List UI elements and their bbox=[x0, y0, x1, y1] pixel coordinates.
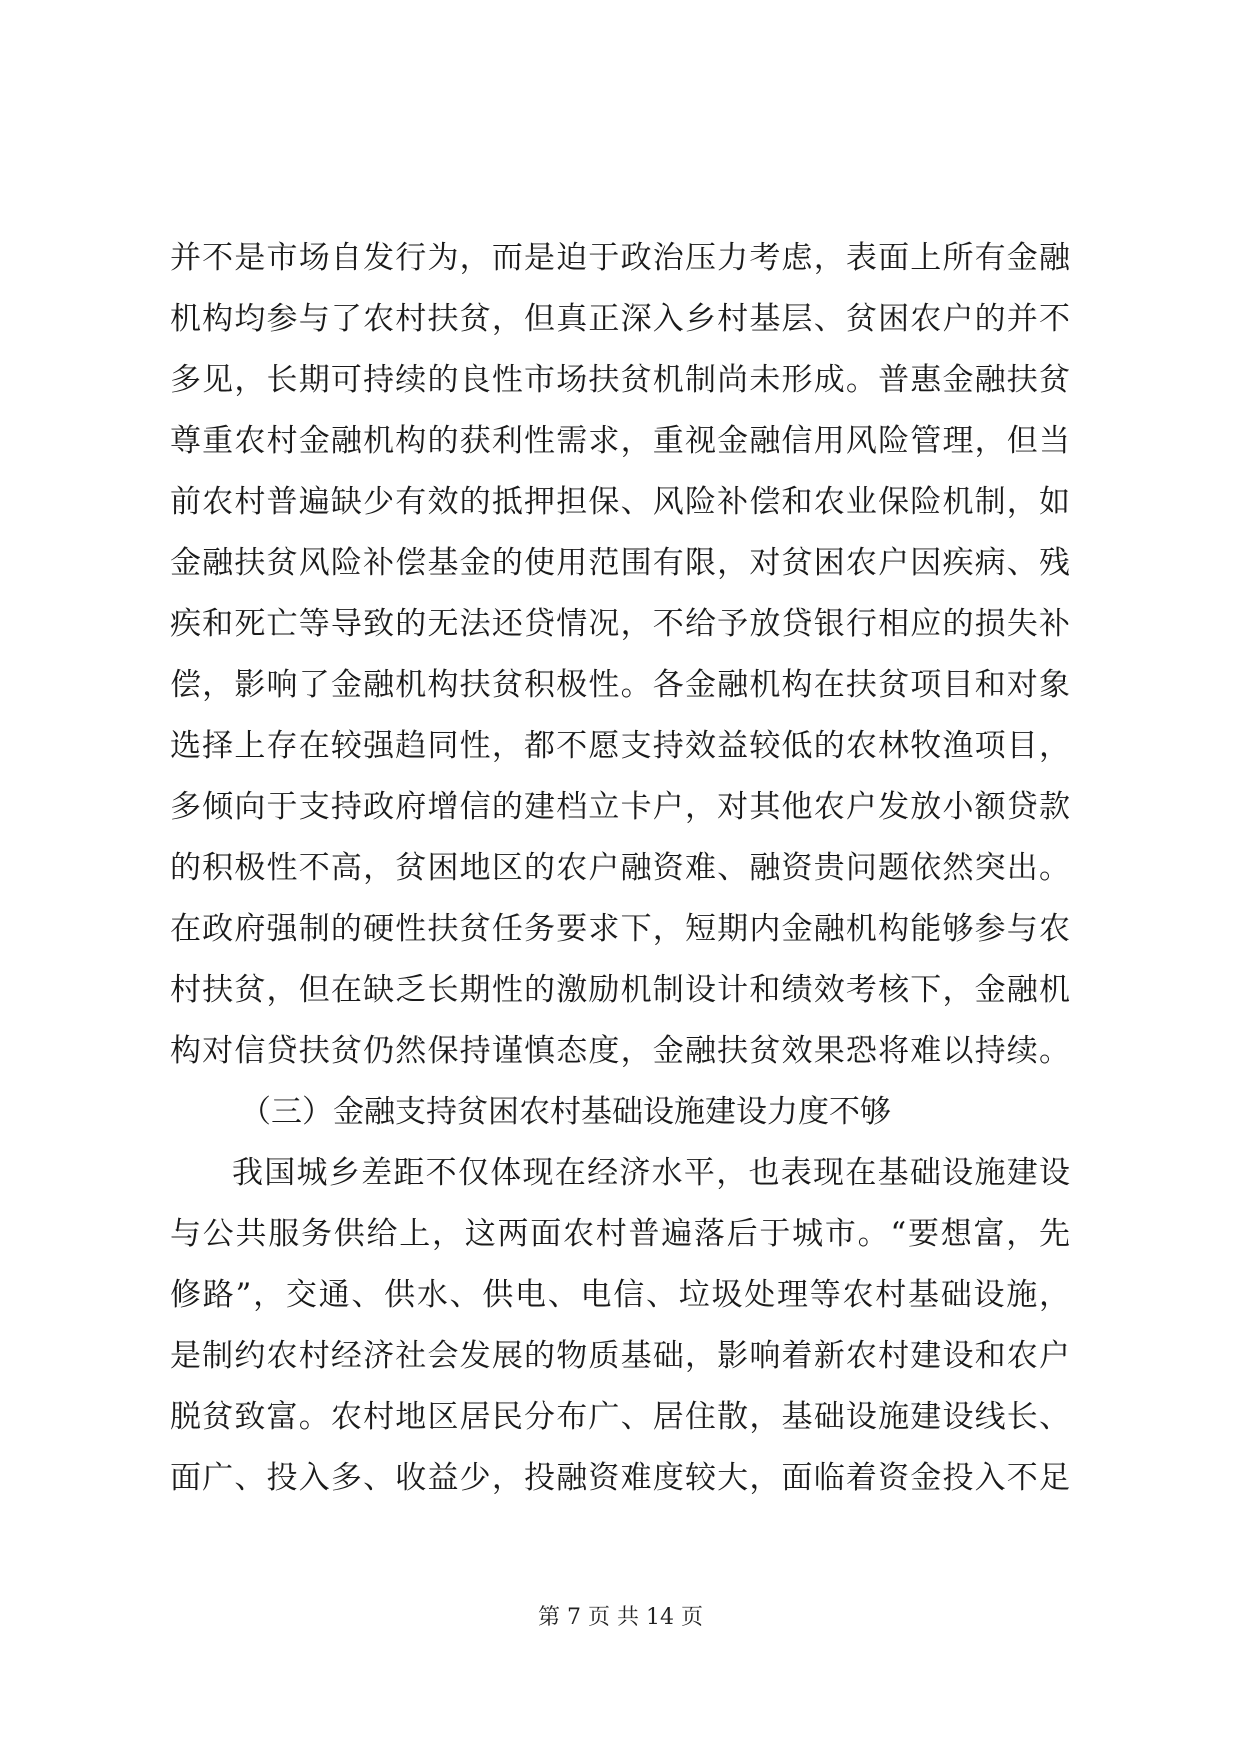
paragraph bbox=[170, 228, 1070, 1082]
text-line: 是制约农村经济社会发展的物质基础，影响着新农村建设和农户 bbox=[170, 1338, 1070, 1374]
text-line: 脱贫致富。农村地区居民分布广、居住散，基础设施建设线长、 bbox=[170, 1399, 1070, 1435]
text-line: 并不是市场自发行为，而是迫于政治压力考虑，表面上所有金融 bbox=[170, 240, 1070, 276]
text-line: 我国城乡差距不仅体现在经济水平，也表现在基础设施建设 bbox=[232, 1155, 1070, 1191]
text-line: 村扶贫，但在缺乏长期性的激励机制设计和绩效考核下，金融机 bbox=[170, 972, 1070, 1008]
text-line: 与公共服务供给上，这两面农村普遍落后于城市。“要想富，先 bbox=[170, 1216, 1070, 1252]
text-line: 偿，影响了金融机构扶贫积极性。各金融机构在扶贫项目和对象 bbox=[170, 667, 1070, 703]
text-line: 金融扶贫风险补偿基金的使用范围有限，对贫困农户因疾病、残 bbox=[170, 545, 1070, 581]
text-line: 选择上存在较强趋同性，都不愿支持效益较低的农林牧渔项目， bbox=[170, 728, 1070, 764]
text-line: 尊重农村金融机构的获利性需求，重视金融信用风险管理，但当 bbox=[170, 423, 1070, 459]
section-heading: （三）金融支持贫困农村基础设施建设力度不够 bbox=[240, 1094, 891, 1130]
text-line: 多见，长期可持续的良性市场扶贫机制尚未形成。普惠金融扶贫 bbox=[170, 362, 1070, 398]
text-line: 多倾向于支持政府增信的建档立卡户，对其他农户发放小额贷款 bbox=[170, 789, 1070, 825]
page-number-footer: 第 7 页 共 14 页 bbox=[538, 1605, 703, 1630]
text-line: 前农村普遍缺少有效的抵押担保、风险补偿和农业保险机制，如 bbox=[170, 484, 1070, 520]
text-line: 修路”，交通、供水、供电、电信、垃圾处理等农村基础设施， bbox=[170, 1277, 1070, 1313]
text-line: 机构均参与了农村扶贫，但真正深入乡村基层、贫困农户的并不 bbox=[170, 301, 1070, 337]
text-line: 在政府强制的硬性扶贫任务要求下，短期内金融机构能够参与农 bbox=[170, 911, 1070, 947]
text-line: 构对信贷扶贫仍然保持谨慎态度，金融扶贫效果恐将难以持续。 bbox=[170, 1033, 1070, 1069]
paragraph bbox=[170, 1143, 1070, 1509]
text-line: 疾和死亡等导致的无法还贷情况，不给予放贷银行相应的损失补 bbox=[170, 606, 1070, 642]
document-body bbox=[170, 228, 1070, 1509]
text-line: 面广、投入多、收益少，投融资难度较大，面临着资金投入不足 bbox=[170, 1460, 1070, 1496]
text-line: 的积极性不高，贫困地区的农户融资难、融资贵问题依然突出。 bbox=[170, 850, 1070, 886]
